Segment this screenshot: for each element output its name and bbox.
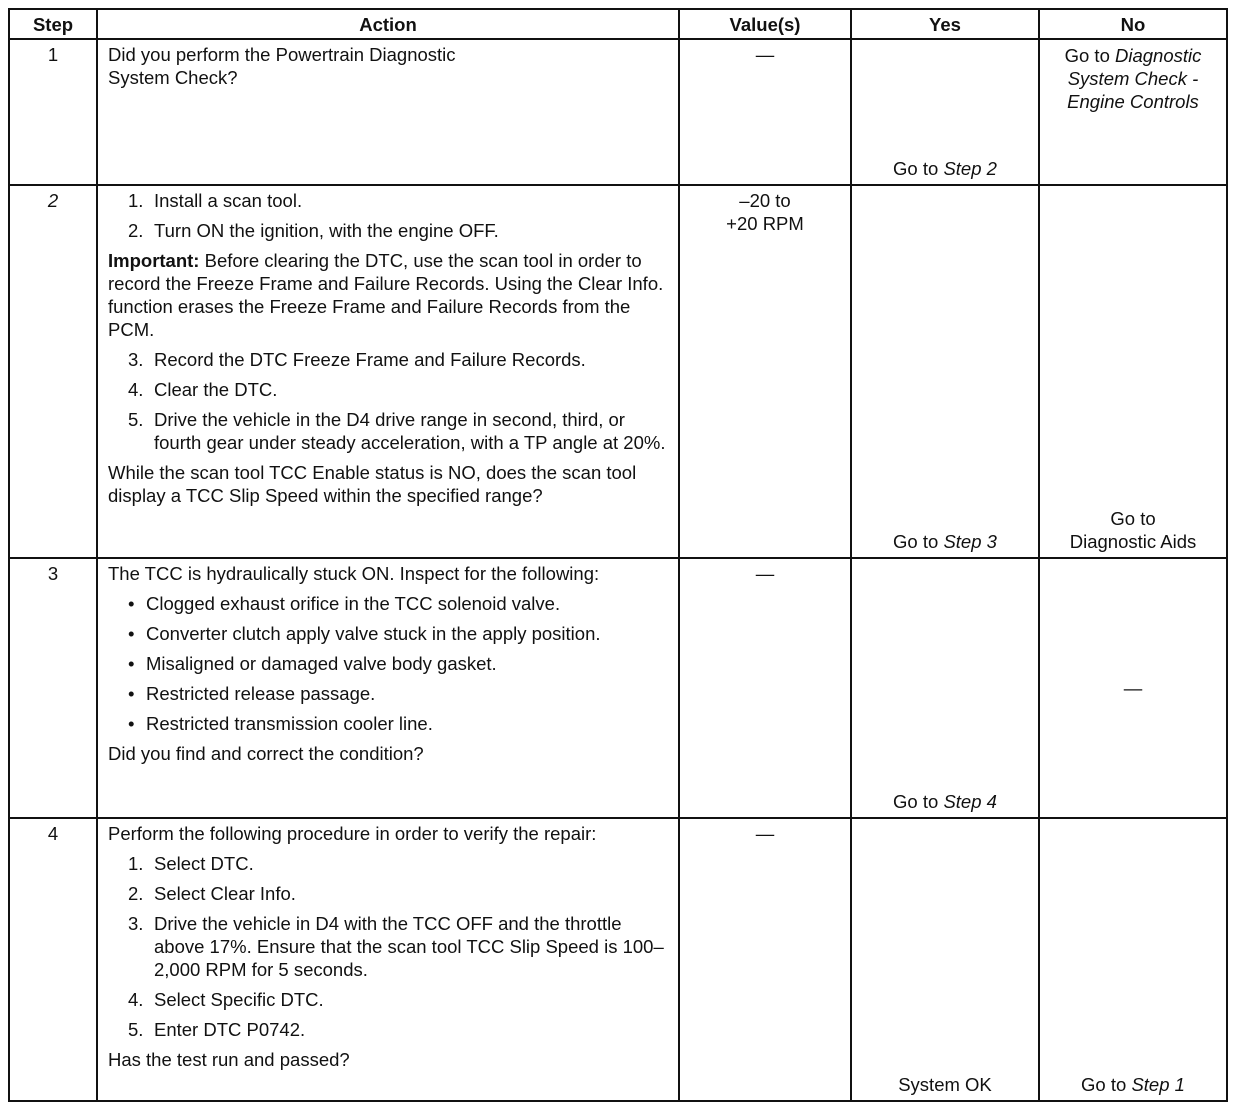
list-item: 1. Install a scan tool.: [128, 190, 303, 212]
value-cell: —: [679, 39, 851, 185]
step-number: 3: [9, 558, 97, 818]
yes-cell: [851, 818, 1039, 1101]
list-item: 1. Select DTC.: [128, 853, 254, 875]
action-cell: [97, 818, 679, 1101]
list-item: 5. Drive the vehicle in the D4 drive range in second, third, or fourth gear under steady acceleration, with a TP angle at 20%.: [128, 409, 666, 454]
list-item: 3. Drive the vehicle in D4 with the TCC OFF and the throttle above 17%. Ensure that the scan tool TCC Slip Speed is 100–2,000 RPM for 5 seconds.: [128, 913, 664, 981]
procedure-list: [108, 852, 668, 1041]
list-item: 3. Record the DTC Freeze Frame and Failure Records.: [128, 349, 586, 371]
step-number: 4: [9, 818, 97, 1101]
action-question: Did you find and correct the condition?: [108, 742, 424, 764]
list-item: 4. Clear the DTC.: [128, 379, 278, 401]
list-item: • Restricted release passage.: [108, 682, 668, 705]
header-values: Value(s): [679, 9, 851, 39]
action-cell: [97, 558, 679, 818]
step-link[interactable]: Step 2: [943, 158, 997, 180]
step-link[interactable]: Step 1: [1131, 1074, 1185, 1095]
list-item: 4. Select Specific DTC.: [128, 989, 324, 1011]
inspection-list: [108, 592, 668, 735]
yes-cell: Go to Step 4: [851, 558, 1039, 818]
yes-cell: Go to Step 2: [851, 39, 1039, 185]
step-number: 1: [9, 39, 97, 185]
list-item: 5. Enter DTC P0742.: [128, 1019, 306, 1041]
step-link[interactable]: Step 4: [943, 791, 997, 813]
action-cell: [97, 39, 679, 185]
action-question: Has the test run and passed?: [108, 1049, 350, 1071]
step-link[interactable]: Step 3: [943, 530, 997, 552]
system-ok-text: System OK: [898, 1074, 992, 1095]
procedure-list: [108, 189, 668, 242]
diagnostic-table: [8, 8, 1228, 1102]
header-action: Action: [97, 9, 679, 39]
diagnostic-system-check-link[interactable]: Diagnostic System Check - Engine Controls: [1067, 45, 1202, 112]
action-question: Did you perform the Powertrain Diagnostic System Check?: [108, 44, 456, 88]
no-cell: Go to Diagnostic System Check - Engine Controls: [1039, 39, 1227, 185]
table-row-step-4: [9, 818, 1227, 1101]
value-cell: —: [679, 558, 851, 818]
step-number: 2: [9, 185, 97, 558]
table-row-step-1: [9, 39, 1227, 185]
list-item: 2. Turn ON the ignition, with the engine OFF.: [128, 220, 499, 242]
no-cell: —: [1039, 558, 1227, 818]
no-cell: Go to Step 1: [1039, 818, 1227, 1101]
table-row-step-2: [9, 185, 1227, 558]
header-row: [9, 9, 1227, 39]
action-intro: The TCC is hydraulically stuck ON. Inspect for the following:: [108, 562, 600, 584]
header-step: Step: [9, 9, 97, 39]
diagnostic-aids-link[interactable]: Diagnostic Aids: [1069, 530, 1197, 552]
list-item: • Restricted transmission cooler line.: [108, 712, 668, 735]
header-no: No: [1039, 9, 1227, 39]
procedure-list: [108, 348, 668, 454]
action-question: While the scan tool TCC Enable status is NO, does the scan tool display a TCC Slip Speed within the specified range?: [108, 462, 637, 507]
list-item: 2. Select Clear Info.: [128, 883, 296, 905]
action-intro: Perform the following procedure in order to verify the repair:: [108, 823, 597, 845]
important-note: Important: Before clearing the DTC, use the scan tool in order to record the Freeze Frame and Failure Records. Using the Clear Info. function erases the Freeze Frame and Failure Records from the PCM.: [108, 250, 664, 341]
value-cell: —: [679, 818, 851, 1101]
list-item: • Converter clutch apply valve stuck in the apply position.: [108, 622, 668, 645]
yes-cell: Go to Step 3: [851, 185, 1039, 558]
header-yes: Yes: [851, 9, 1039, 39]
action-cell: [97, 185, 679, 558]
table-row-step-3: [9, 558, 1227, 818]
no-cell: Go to Diagnostic Aids: [1039, 185, 1227, 558]
list-item: • Misaligned or damaged valve body gasket.: [108, 652, 668, 675]
list-item: • Clogged exhaust orifice in the TCC solenoid valve.: [108, 592, 668, 615]
value-cell: –20 to +20 RPM: [679, 185, 851, 558]
